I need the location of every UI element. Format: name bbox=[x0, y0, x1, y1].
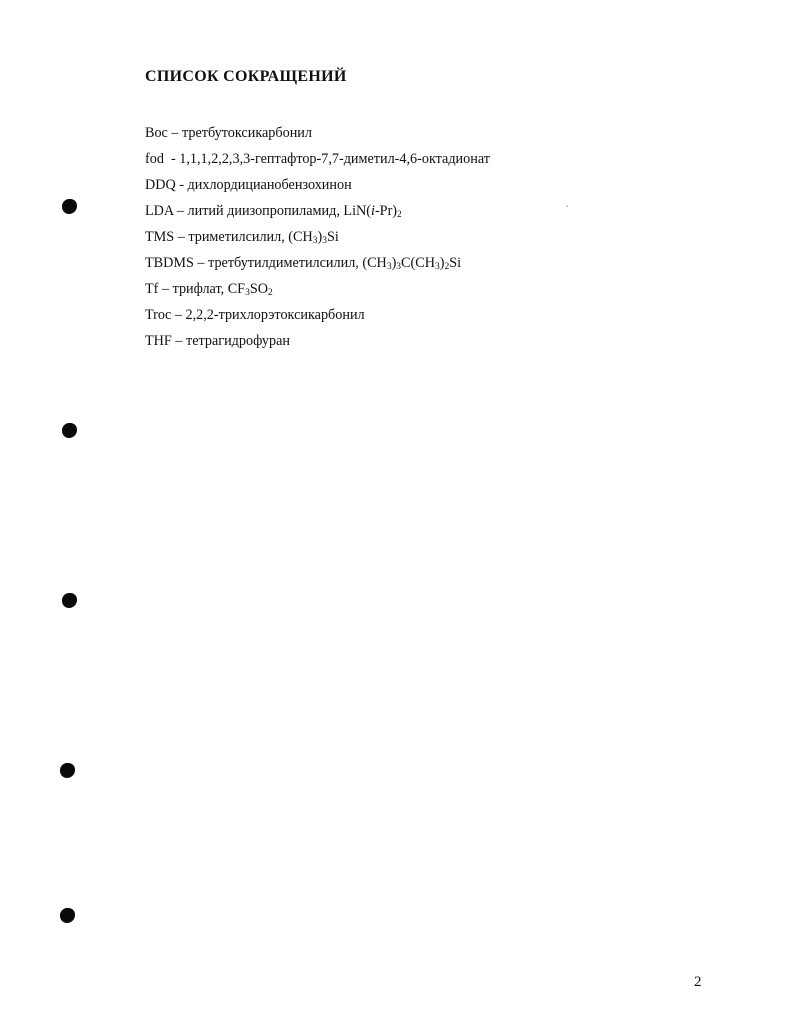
page-number: 2 bbox=[694, 974, 702, 990]
punch-hole-mark bbox=[60, 908, 75, 923]
abbreviation-item-boc: Boc – третбутоксикарбонил bbox=[145, 125, 312, 141]
punch-hole-mark bbox=[62, 199, 77, 214]
punch-hole-mark bbox=[62, 423, 77, 438]
punch-hole-mark bbox=[60, 763, 75, 778]
abbreviation-item-tbdms: TBDMS – третбутилдиметилсилил, $(CH_3)_3C(CH_3)_2Si$ bbox=[145, 255, 462, 272]
abbreviation-item-lda: LDA – литий диизопропиламид, $LiN(i-Pr)_2$ bbox=[145, 203, 402, 220]
abbreviation-list bbox=[145, 120, 490, 354]
abbreviation-item-troc: Troc – 2,2,2-трихлорэтоксикарбонил bbox=[145, 307, 365, 323]
abbreviation-item-fod: fod - 1,1,1,2,2,3,3-гептафтор-7,7-диметил-4,6-октадионат bbox=[145, 151, 490, 167]
abbreviation-item-tms: TMS – триметилсилил, $(CH_3)_3Si$ bbox=[145, 229, 339, 246]
scan-speck bbox=[566, 205, 568, 207]
punch-hole-mark bbox=[62, 593, 77, 608]
abbreviation-item-ddq: DDQ - дихлордицианобензохинон bbox=[145, 177, 352, 193]
page-title: СПИСОК СОКРАЩЕНИЙ bbox=[145, 68, 347, 85]
abbreviation-item-thf: THF – тетрагидрофуран bbox=[145, 333, 290, 349]
abbreviation-item-tf: Tf – трифлат, $CF_3SO_2$ bbox=[145, 281, 273, 298]
